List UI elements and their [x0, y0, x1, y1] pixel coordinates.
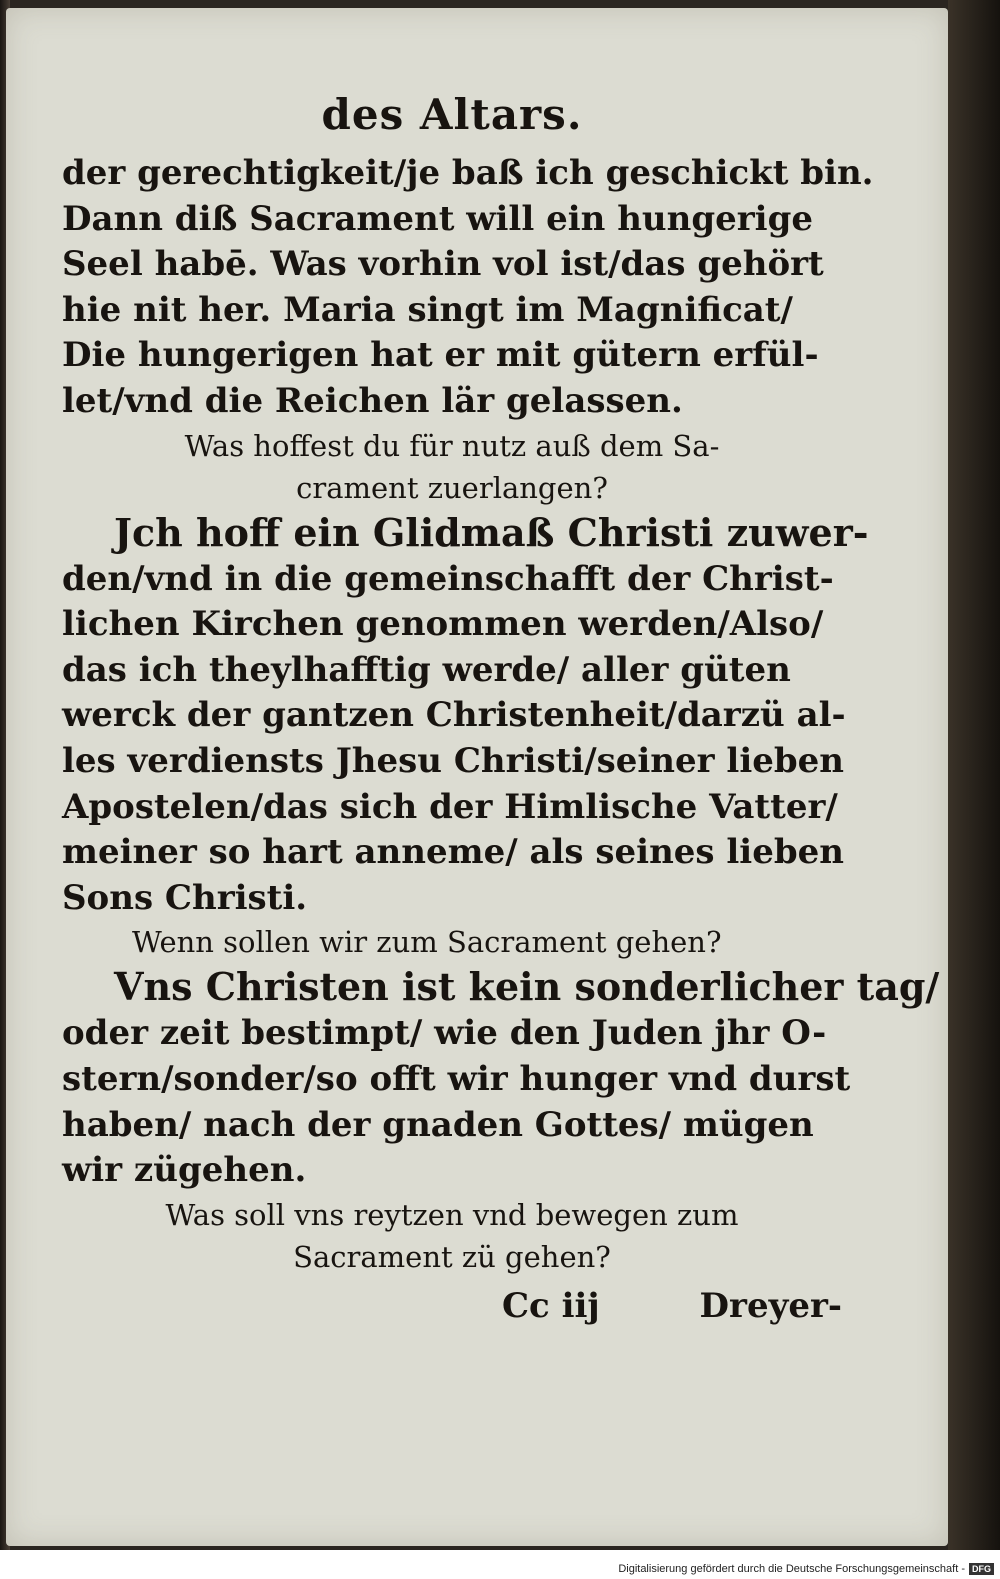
- dfg-logo: DFG: [969, 1563, 994, 1575]
- text-line: haben/ nach der gnaden Gottes/ mügen: [62, 1104, 814, 1145]
- text-line: Sons Christi.: [62, 877, 308, 918]
- text-line: wir zügehen.: [62, 1150, 307, 1191]
- signature-mark: Cc iij: [502, 1285, 600, 1326]
- text-line: oder zeit bestimpt/ wie den Juden jhr O-: [62, 1013, 827, 1054]
- question-line: Was hoffest du für nutz auß dem Sa-: [184, 428, 720, 463]
- catchword: Dreyer-: [699, 1285, 842, 1326]
- text-line: Dann diß Sacrament will ein hungerige: [62, 198, 814, 239]
- answer: [62, 963, 940, 1193]
- question: [62, 425, 842, 509]
- text-line: meiner so hart anneme/ als seines lieben: [62, 832, 844, 873]
- question: [62, 921, 842, 963]
- text-line: das ich theylhafftig werde/ aller güten: [62, 649, 791, 690]
- text-line: let/vnd die Reichen lär gelassen.: [62, 380, 683, 421]
- text-line: Apostelen/das sich der Himlische Vatter/: [62, 786, 838, 827]
- credit-text: Digitalisierung gefördert durch die Deutsche Forschungsgemeinschaft -: [618, 1563, 965, 1575]
- text-line: lichen Kirchen genommen werden/Also/: [62, 604, 824, 645]
- page-footer: [62, 1286, 842, 1326]
- question-line: crament zuerlangen?: [296, 470, 608, 505]
- digitization-credit: [618, 1563, 994, 1575]
- text-line: Seel habē. Was vorhin vol ist/das gehört: [62, 244, 824, 285]
- text-line: stern/sonder/so offt wir hunger vnd durst: [62, 1058, 851, 1099]
- text-line: Vns Christen ist kein sonderlicher tag/: [114, 964, 940, 1010]
- page-text: [62, 90, 940, 1326]
- question-line: Was soll vns reytzen vnd bewegen zum: [165, 1197, 739, 1232]
- text-line: les verdiensts Jhesu Christi/seiner lieben: [62, 740, 844, 781]
- question-line: Sacrament zü gehen?: [293, 1239, 611, 1274]
- text-line: Die hungerigen hat er mit gütern erfül-: [62, 335, 819, 376]
- text-line: werck der gantzen Christenheit/darzü al-: [62, 695, 846, 736]
- text-line: Jch hoff ein Glidmaß Christi zuwer-: [114, 509, 869, 555]
- text-line: den/vnd in die gemeinschafft der Christ-: [62, 558, 834, 599]
- paragraph: [62, 151, 874, 425]
- question-line: Wenn sollen wir zum Sacrament gehen?: [132, 925, 722, 960]
- book-edge: [948, 0, 1000, 1550]
- text-line: der gerechtigkeit/je baß ich geschickt bin.: [62, 153, 874, 193]
- answer: [62, 509, 869, 922]
- running-head: des Altars.: [321, 90, 583, 139]
- question: [62, 1194, 842, 1278]
- text-line: hie nit her. Maria singt im Magnificat/: [62, 289, 793, 330]
